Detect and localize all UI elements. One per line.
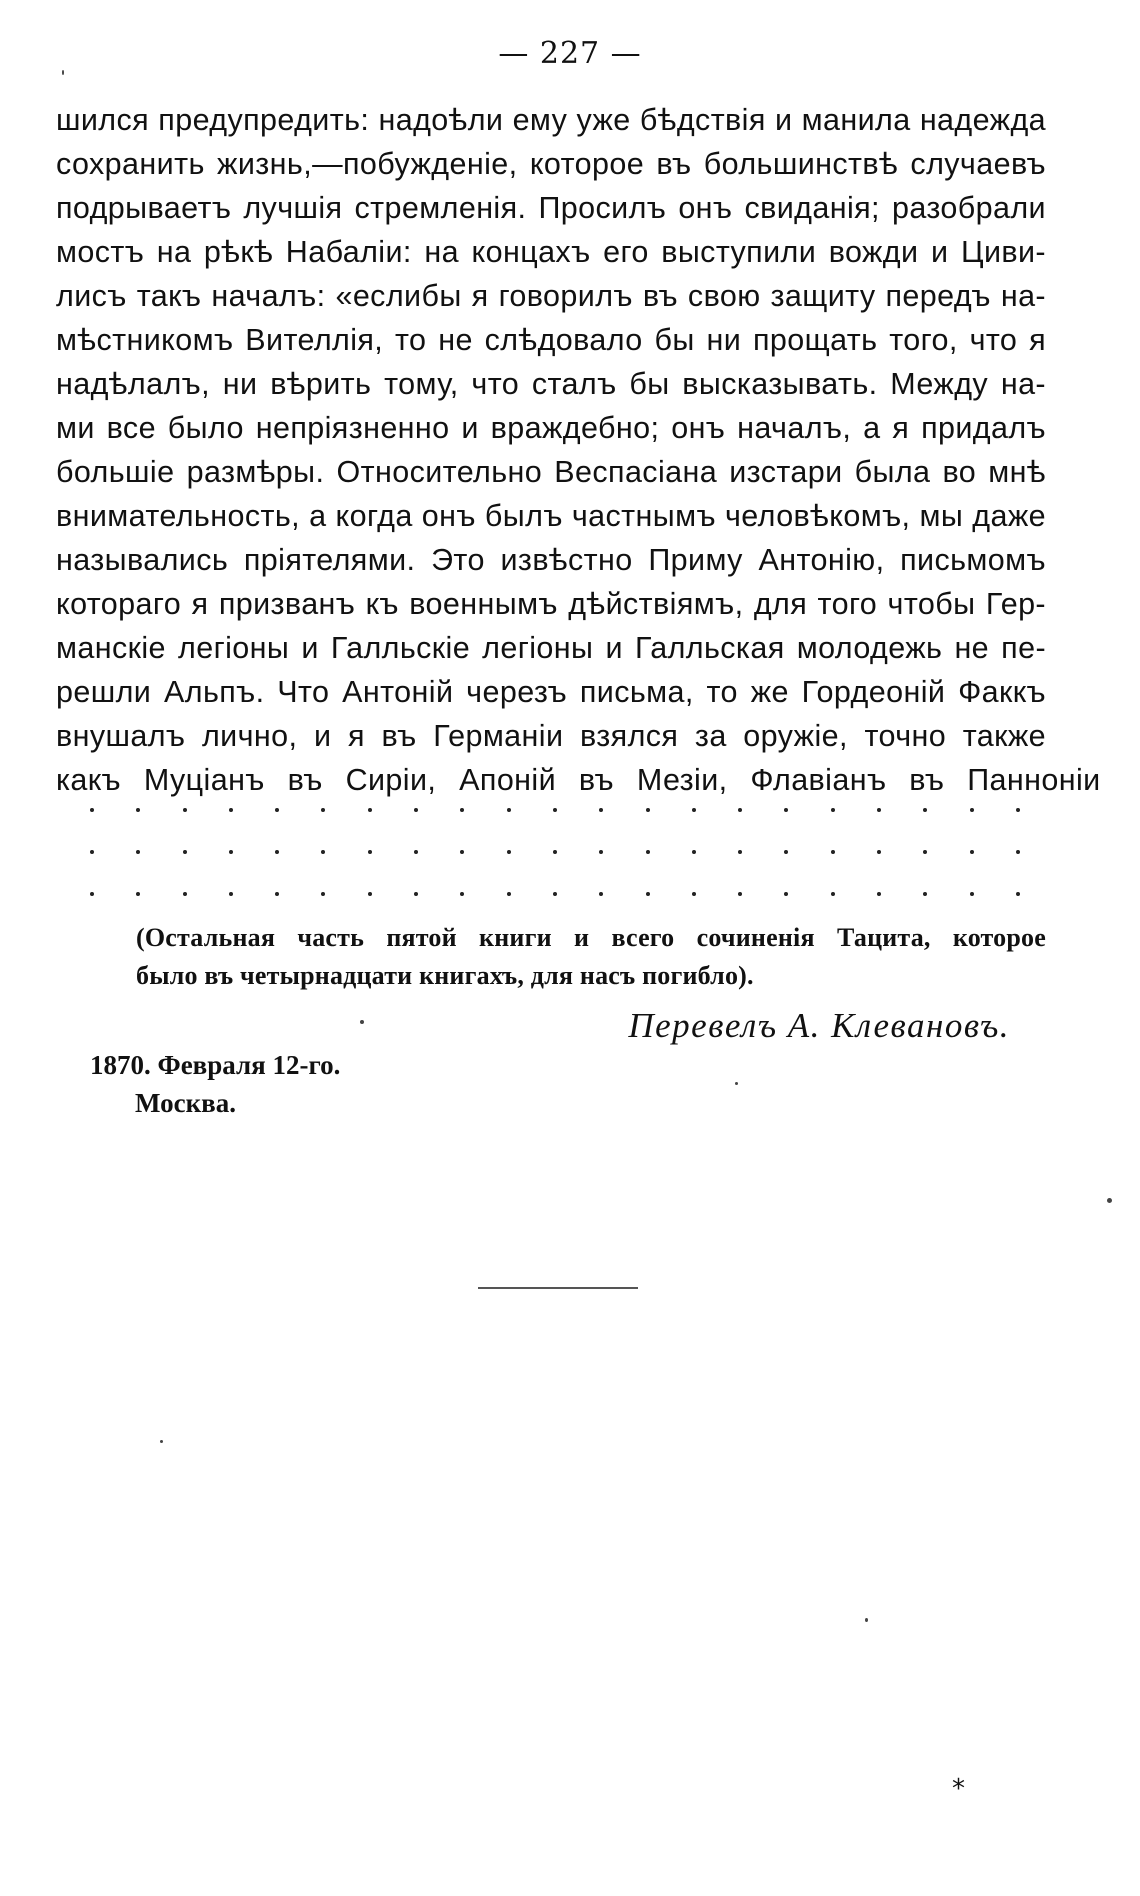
ellipsis-dot <box>275 892 279 896</box>
body-line: сохранить жизнь,—побужденіе, которое въ большинствѣ случаевъ <box>56 147 1046 181</box>
ellipsis-dot <box>321 850 325 854</box>
end-mark: * <box>952 1774 965 1804</box>
ellipsis-dot <box>738 808 742 812</box>
body-line: шился предупредить: надоѣли ему уже бѣдствія и манила надежда <box>56 103 1046 137</box>
page-number: — 227 — <box>498 36 642 71</box>
ellipsis-dot <box>136 808 140 812</box>
ellipsis-dot <box>90 808 94 812</box>
ellipsis-dot <box>321 892 325 896</box>
ellipsis-dot <box>970 850 974 854</box>
scan-speck <box>1107 1198 1112 1203</box>
ellipsis-dot <box>368 808 372 812</box>
ellipsis-dot <box>692 850 696 854</box>
ellipsis-dot <box>507 808 511 812</box>
body-line: ми все было непріязненно и враждебно; онъ началъ, а я придалъ <box>56 411 1046 445</box>
ellipsis-dot <box>414 808 418 812</box>
ellipsis-dot <box>738 850 742 854</box>
ellipsis-dot <box>507 850 511 854</box>
ellipsis-dot <box>321 808 325 812</box>
ellipsis-dot <box>831 892 835 896</box>
place-line: Москва. <box>135 1088 236 1118</box>
body-line: назывались пріятелями. Это извѣстно Приму Антонію, письмомъ <box>56 543 1046 577</box>
end-rule <box>478 1287 638 1289</box>
scan-speck <box>62 70 64 75</box>
body-line: манскіе легіоны и Галльскіе легіоны и Галльская молодежь не пе- <box>56 631 1046 665</box>
ellipsis-dot <box>368 892 372 896</box>
ellipsis-dot <box>923 850 927 854</box>
date-line: 1870. Февраля 12-го. <box>90 1050 341 1080</box>
ellipsis-dot <box>831 850 835 854</box>
scan-speck <box>865 1618 868 1622</box>
ellipsis-dot <box>923 808 927 812</box>
translator-signature: Перевелъ А. Клевановъ. <box>628 1006 1010 1045</box>
ellipsis-dot <box>923 892 927 896</box>
ellipsis-dot <box>1016 850 1020 854</box>
ellipsis-dot <box>970 808 974 812</box>
ellipsis-dot <box>136 892 140 896</box>
ellipsis-dot <box>553 892 557 896</box>
ellipsis-dot <box>414 892 418 896</box>
ellipsis-dot <box>599 892 603 896</box>
ellipsis-dot <box>229 850 233 854</box>
body-line: котораго я призванъ къ военнымъ дѣйствіямъ, для того чтобы Гер- <box>56 587 1046 621</box>
ellipsis-dot <box>368 850 372 854</box>
body-line: мостъ на рѣкѣ Набаліи: на концахъ его выступили вожди и Циви- <box>56 235 1046 269</box>
ellipsis-dot <box>970 892 974 896</box>
body-line: какъ Муціанъ въ Сиріи, Апоній въ Мезіи, Флавіанъ въ Панноніи <box>56 763 1101 797</box>
ellipsis-dot <box>877 892 881 896</box>
ellipsis-row <box>90 850 1020 870</box>
note-line: (Остальная часть пятой книги и всего сочиненія Тацита, которое <box>136 923 1046 952</box>
ellipsis-dot <box>414 850 418 854</box>
closing-note <box>136 920 1046 1000</box>
ellipsis-dot <box>738 892 742 896</box>
ellipsis-dot <box>90 892 94 896</box>
ellipsis-dot <box>599 808 603 812</box>
ellipsis-dot <box>831 808 835 812</box>
ellipsis-dot <box>877 850 881 854</box>
ellipsis-dot <box>460 850 464 854</box>
ellipsis-dot <box>460 892 464 896</box>
ellipsis-dot <box>229 808 233 812</box>
body-line: большіе размѣры. Относительно Веспасіана изстари была во мнѣ <box>56 455 1046 489</box>
ellipsis-dot <box>599 850 603 854</box>
scan-speck <box>160 1440 163 1443</box>
ellipsis-dot <box>646 850 650 854</box>
ellipsis-dot <box>784 808 788 812</box>
ellipsis-dot <box>646 892 650 896</box>
scan-speck <box>360 1020 364 1024</box>
body-line: мѣстникомъ Вителлія, то не слѣдовало бы ни прощать того, что я <box>56 323 1046 357</box>
ellipsis-dot <box>877 808 881 812</box>
ellipsis-dot <box>183 808 187 812</box>
body-line: надѣлалъ, ни вѣрить тому, что сталъ бы высказывать. Между на- <box>56 367 1046 401</box>
ellipsis-dot <box>692 892 696 896</box>
body-line: внимательность, а когда онъ былъ частнымъ человѣкомъ, мы даже <box>56 499 1046 533</box>
ellipsis-dot <box>136 850 140 854</box>
scan-speck <box>735 1082 738 1085</box>
ellipsis-row <box>90 808 1020 828</box>
ellipsis-dot <box>784 892 788 896</box>
ellipsis-dot <box>90 850 94 854</box>
ellipsis-dot <box>784 850 788 854</box>
ellipsis-dot <box>692 808 696 812</box>
ellipsis-dot <box>553 808 557 812</box>
ellipsis-dot <box>275 850 279 854</box>
body-line: решли Альпъ. Что Антоній черезъ письма, то же Гордеоній Факкъ <box>56 675 1046 709</box>
ellipsis-dot <box>646 808 650 812</box>
ellipsis-dot <box>553 850 557 854</box>
body-line: лисъ такъ началъ: «еслибы я говорилъ въ свою защиту передъ на- <box>56 279 1046 313</box>
ellipsis-dot <box>1016 892 1020 896</box>
ellipsis-dot <box>183 850 187 854</box>
ellipsis-row <box>90 892 1020 912</box>
ellipsis-dot <box>229 892 233 896</box>
ellipsis-dot <box>275 808 279 812</box>
ellipsis-dot <box>507 892 511 896</box>
body-line: подрываетъ лучшія стремленія. Просилъ онъ свиданія; разобрали <box>56 191 1046 225</box>
ellipsis-dot <box>1016 808 1020 812</box>
note-line: было въ четырнадцати книгахъ, для насъ погибло). <box>136 961 754 990</box>
ellipsis-dot <box>183 892 187 896</box>
body-line: внушалъ лично, и я въ Германіи взялся за оружіе, точно также <box>56 719 1046 753</box>
ellipsis-dot <box>460 808 464 812</box>
body-text <box>56 98 1101 818</box>
